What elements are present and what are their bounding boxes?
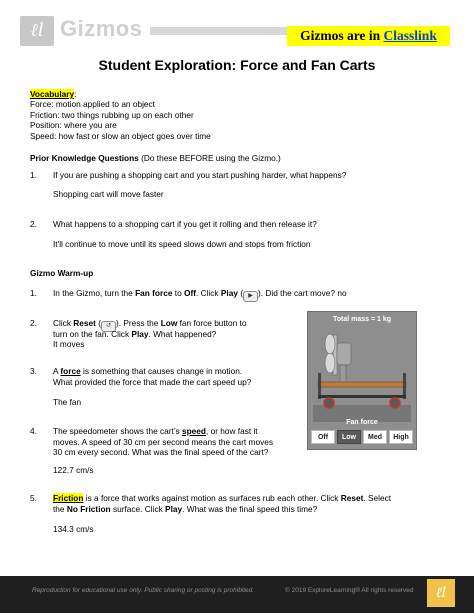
text-run: A xyxy=(53,366,61,376)
question-text: 30 cm every second. What was the final speed of the cart? xyxy=(53,447,269,457)
fan-med-button[interactable]: Med xyxy=(363,430,387,444)
text-run: Fan force xyxy=(135,288,173,298)
question-number: 2. xyxy=(30,219,37,229)
text-run: fan force button to xyxy=(177,318,247,328)
text-run: force xyxy=(60,366,81,376)
text-run: speed xyxy=(181,426,206,436)
question-number: 3. xyxy=(30,366,37,376)
warmup-heading: Gizmo Warm-up xyxy=(30,268,94,278)
text-run: ). Did the cart move? no xyxy=(258,288,347,298)
answer-text: It moves xyxy=(53,339,85,349)
text-run: ( xyxy=(95,318,101,328)
explorelearning-logo-icon: ℓl xyxy=(20,16,54,46)
text-run: Reset xyxy=(73,318,96,328)
fan-icon xyxy=(325,334,351,383)
fan-off-button[interactable]: Off xyxy=(311,430,335,444)
question-number: 5. xyxy=(30,493,37,503)
text-run: ). Press the xyxy=(115,318,161,328)
question-number: 2. xyxy=(30,318,37,328)
vocab-item: Speed: how fast or slow an object goes over time xyxy=(30,130,211,141)
text-run: Friction xyxy=(53,493,84,503)
answer-text: 134.3 cm/s xyxy=(53,524,94,534)
question-number: 1. xyxy=(30,170,37,180)
footer-copyright: © 2019 ExploreLearning® All rights reserved xyxy=(285,587,414,594)
text-run: Low xyxy=(160,318,178,328)
text-run: Off xyxy=(183,288,196,298)
header xyxy=(0,0,474,50)
question-text: moves. A speed of 30 cm per second means the cart moves xyxy=(53,436,273,447)
vocab-heading-line xyxy=(30,89,76,99)
text-run: . Select xyxy=(363,493,392,503)
page-title: Student Exploration: Force and Fan Carts xyxy=(98,57,376,73)
text-run: Play xyxy=(165,503,183,514)
warmup-step-2-line2 xyxy=(53,329,216,339)
prior-heading: Prior Knowledge Questions xyxy=(30,153,139,163)
text-run: is something that causes change in motion. xyxy=(80,366,243,376)
text-run: The speedometer shows the cart’s xyxy=(53,426,182,436)
fan-cart-scene xyxy=(313,327,411,422)
text-run: Click xyxy=(53,318,74,328)
fan-high-button[interactable]: High xyxy=(389,430,413,444)
question-number: 1. xyxy=(30,288,37,298)
reset-icon: ↺ xyxy=(101,321,116,332)
answer-text: It'll continue to move until its speed slows down and stops from friction xyxy=(53,239,311,249)
text-run: In the Gizmo, turn the xyxy=(53,288,136,298)
answer-text: The fan xyxy=(53,397,82,407)
footer-notice: Reproduction for educational use only. Public sharing or posting is prohibited. xyxy=(32,587,255,594)
answer-text: 122.7 cm/s xyxy=(53,465,94,475)
gizmos-wordmark: Gizmos xyxy=(60,16,143,41)
prior-heading-line xyxy=(30,153,281,163)
classlink-banner xyxy=(287,26,450,46)
text-run: is a force that works against motion as surfaces rub each other. Click xyxy=(83,493,341,503)
fan-force-label: Fan force xyxy=(346,419,378,426)
cart-icon xyxy=(318,373,406,408)
question-text: If you are pushing a shopping cart and you start pushing harder, what happens? xyxy=(53,170,347,180)
classlink-link[interactable]: Classlink xyxy=(383,28,437,43)
footer xyxy=(0,576,474,613)
text-run: surface. Click xyxy=(110,503,166,514)
text-run: Reset xyxy=(340,493,364,503)
gizmo-panel xyxy=(307,311,417,450)
vocab-heading: Vocabulary xyxy=(30,89,75,99)
warmup-step-3 xyxy=(53,366,242,376)
warmup-step-5 xyxy=(53,493,391,503)
text-run: . Click xyxy=(195,288,221,298)
answer-text: Shopping cart will move faster xyxy=(53,189,164,199)
vocab-item: Force: motion applied to an object xyxy=(30,99,155,109)
explorelearning-footer-logo-icon: ℓl xyxy=(427,579,455,607)
text-run: No Friction xyxy=(66,503,111,514)
fan-force-button-group xyxy=(311,430,413,444)
text-run: the xyxy=(53,503,67,514)
warmup-step-5-line2 xyxy=(53,504,317,514)
text-run: to xyxy=(172,288,184,298)
text-run: Play xyxy=(220,288,238,298)
text-run: Play xyxy=(131,328,149,339)
vocab-item: Friction: two things rubbing up on each other xyxy=(30,109,194,120)
question-text: What happens to a shopping cart if you get it rolling and then release it? xyxy=(53,219,317,229)
question-text: What provided the force that made the cart speed up? xyxy=(53,376,252,387)
text-run: , or how fast it xyxy=(205,426,258,436)
text-run: . What was the final speed this time? xyxy=(182,503,318,514)
text-run: turn on the fan. Click xyxy=(53,328,132,339)
warmup-step-4 xyxy=(53,426,258,436)
text-run: . What happened? xyxy=(148,328,217,339)
text-run: ( xyxy=(237,288,244,298)
prior-note: (Do these BEFORE using the Gizmo.) xyxy=(138,153,281,163)
vocab-colon: : xyxy=(74,89,77,99)
warmup-step-1 xyxy=(53,288,347,302)
total-mass-label: Total mass = 1 kg xyxy=(332,316,392,323)
vocab-item: Position: where you are xyxy=(30,120,117,130)
question-number: 4. xyxy=(30,426,37,436)
fan-cart-illustration xyxy=(313,327,411,422)
classlink-prefix: Gizmos are in xyxy=(300,28,384,43)
play-icon: ▶ xyxy=(243,291,258,302)
fan-low-button[interactable]: Low xyxy=(337,430,361,444)
